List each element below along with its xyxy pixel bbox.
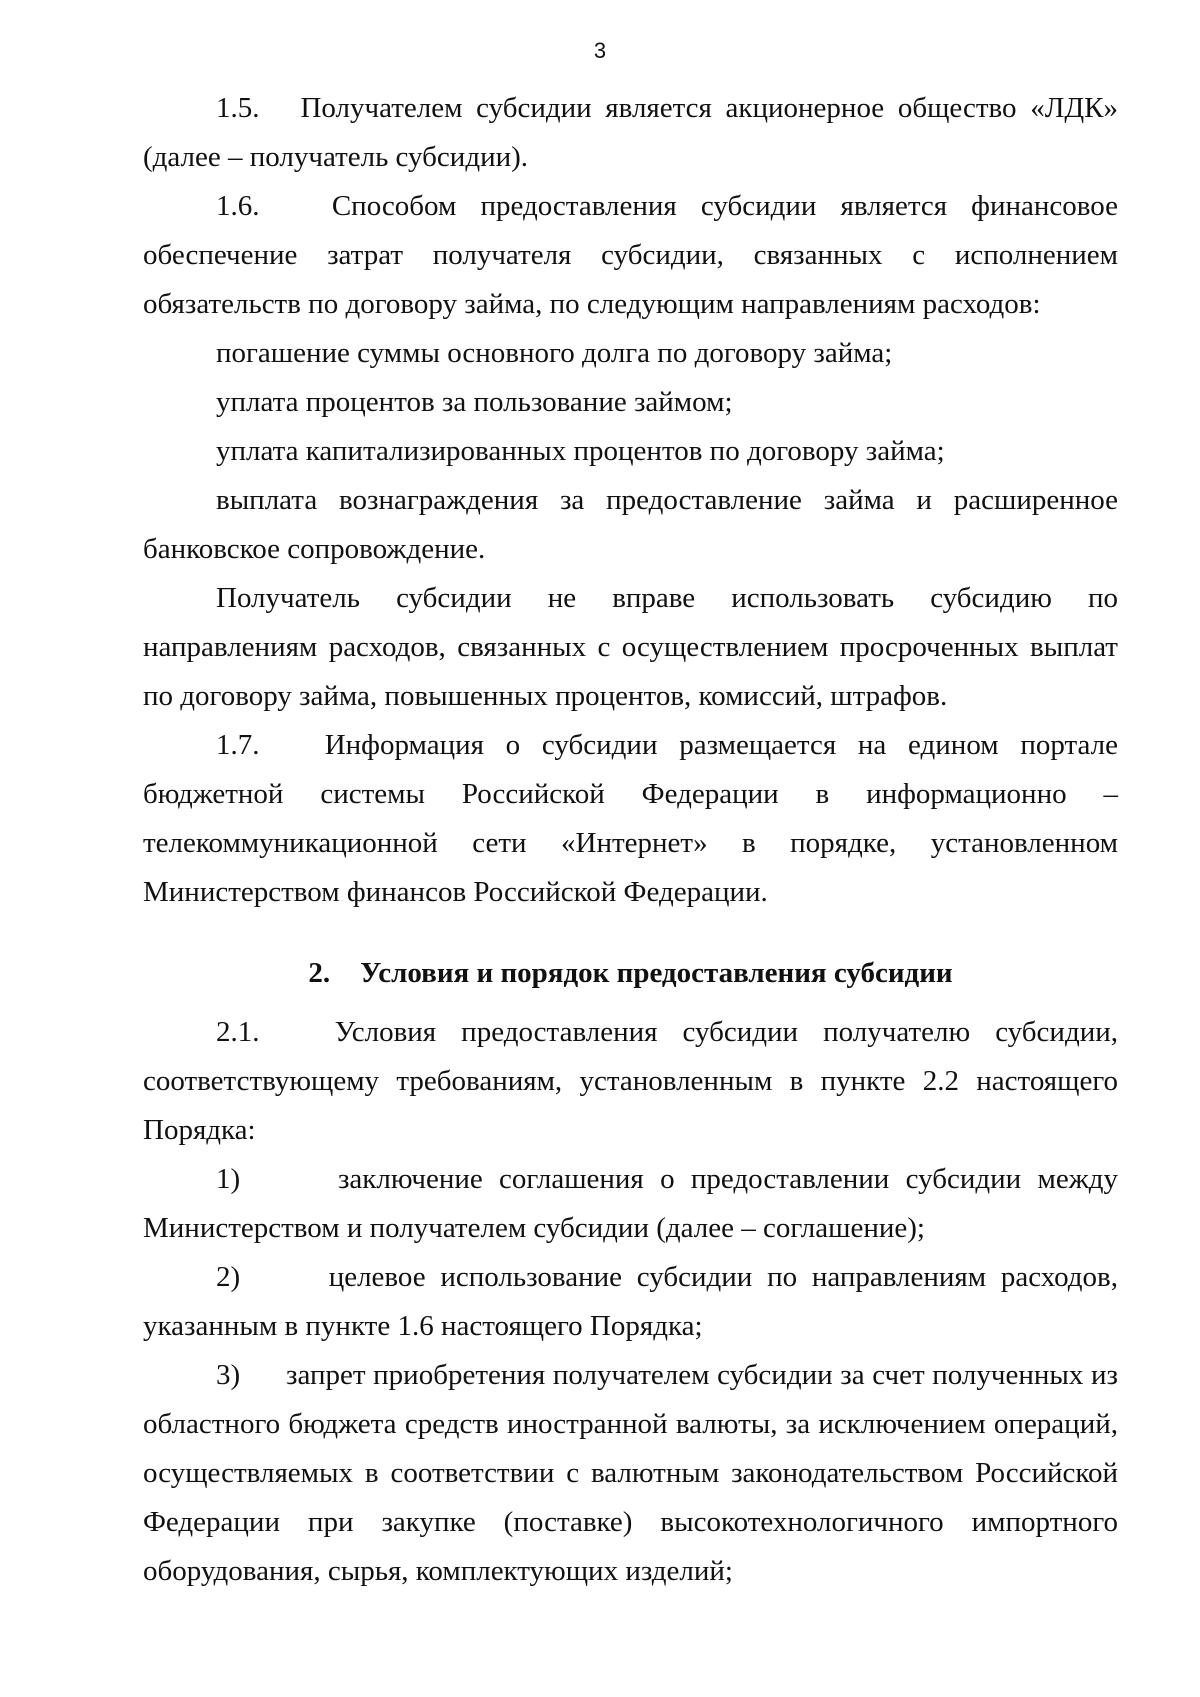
paragraph-1-7: 1.7. Информация о субсидии размещается на едином портале бюджетной системы Российской Федерации в информационно – телекоммуникационной сети «Интернет» в порядке, установленном Министерством финансов Российской Федерации. — [143, 729, 1118, 908]
list-item-loan-fee: выплата вознаграждения за предоставление займа и расширенное банковское сопровождение. — [143, 484, 1118, 565]
paragraph-1-5: 1.5. Получателем субсидии является акционерное общество «ЛДК» (далее – получатель субсидии). — [143, 92, 1118, 173]
condition-3: 3) запрет приобретения получателем субсидии за счет полученных из областного бюджета средств иностранной валюты, за исключением операций, осуществляемых в соответствии с валютным законодательством Российской Федерации при закупке (поставке) высокотехнологичного импортного оборудования, сырья, комплектующих изделий; — [143, 1359, 1118, 1587]
list-item-capitalized-interest: уплата капитализированных процентов по договору займа; — [216, 435, 945, 467]
list-item-interest-payment: уплата процентов за пользование займом; — [216, 386, 733, 418]
section-2-heading — [143, 949, 1118, 998]
list-item-principal-repayment: погашение суммы основного долга по договору займа; — [216, 337, 893, 369]
paragraph-restriction: Получатель субсидии не вправе использовать субсидию по направлениям расходов, связанных с осуществлением просроченных выплат по договору займа, повышенных процентов, комиссий, штрафов. — [143, 582, 1118, 712]
paragraph-1-6: 1.6. Способом предоставления субсидии является финансовое обеспечение затрат получателя субсидии, связанных с исполнением обязательств по договору займа, по следующим направлениям расходов: — [143, 190, 1118, 320]
page-number: 3 — [593, 38, 607, 63]
document-body — [143, 84, 1118, 1596]
section-2-number: 2. — [308, 957, 331, 989]
condition-2: 2) целевое использование субсидии по направлениям расходов, указанным в пункте 1.6 настоящего Порядка; — [143, 1261, 1118, 1342]
section-2-title: Условия и порядок предоставления субсидии — [360, 957, 953, 989]
paragraph-2-1: 2.1. Условия предоставления субсидии получателю субсидии, соответствующему требованиям, установленным в пункте 2.2 настоящего Порядка: — [143, 1016, 1118, 1146]
condition-1: 1) заключение соглашения о предоставлении субсидии между Министерством и получателем субсидии (далее – соглашение); — [143, 1163, 1118, 1244]
